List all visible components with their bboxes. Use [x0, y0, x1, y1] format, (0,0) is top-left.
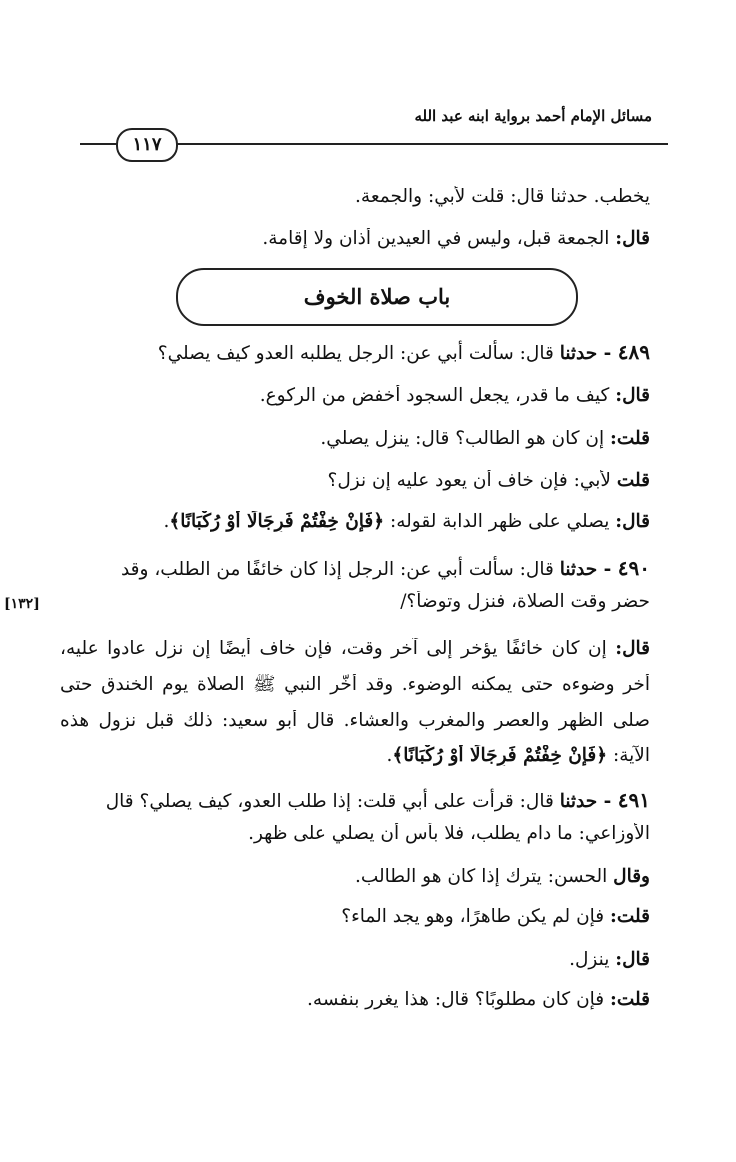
line-text: صلى الظهر والعصر والمغرب والعشاء. قال أبو سعيد: ذلك قبل نزول هذه — [60, 710, 650, 731]
speaker-label: قلت: — [610, 989, 650, 1010]
speaker-label: قال: — [615, 511, 650, 532]
margin-reference: [١٣٢] — [4, 596, 40, 612]
line-text: أخر وضوءه حتى يمكنه الوضوء. وقد أخَّر النبي ﷺ الصلاة يوم الخندق حتى — [60, 674, 650, 695]
text-line — [60, 949, 650, 970]
line-text: قال: قرأت على أبي قلت: إذا طلب العدو، كيف يصلي؟ قال — [105, 791, 560, 812]
text-line — [60, 710, 650, 731]
line-text: كيف ما قدر، يجعل السجود أخفض من الركوع. — [259, 385, 616, 406]
line-text: . — [163, 511, 170, 532]
text-line — [60, 591, 650, 612]
entry-number: ٤٨٩ — [617, 340, 650, 364]
line-text: يخطب. حدثنا قال: قلت لأبي: والجمعة. — [355, 186, 650, 207]
line-text: الآية: — [607, 745, 650, 766]
speaker-label: - حدثنا — [559, 343, 618, 364]
text-line — [60, 823, 650, 844]
line-text: يصلي على ظهر الدابة لقوله: — [384, 511, 616, 532]
line-text: إن كان خائفًا يؤخر إلى آخر وقت، فإن خاف أيضًا إن نزل عادوا عليه، — [60, 638, 616, 659]
line-text: قال: سألت أبي عن: الرجل يطلبه العدو كيف يصلي؟ — [157, 343, 560, 364]
text-line — [60, 556, 650, 580]
chapter-title: باب صلاة الخوف — [176, 268, 578, 326]
speaker-label: قال: — [615, 228, 650, 249]
line-text: إن كان هو الطالب؟ قال: ينزل يصلي. — [320, 428, 611, 449]
text-line — [60, 228, 650, 249]
text-line — [60, 906, 650, 927]
text-line — [60, 385, 650, 406]
line-text: فإن كان مطلوبًا؟ قال: هذا يغرر بنفسه. — [307, 989, 611, 1010]
running-title: مسائل الإمام أحمد برواية ابنه عبد الله — [414, 107, 652, 125]
line-text: الجمعة قبل، وليس في العيدين أذان ولا إقامة. — [262, 228, 616, 249]
speaker-label: - حدثنا — [559, 791, 618, 812]
text-line — [60, 745, 650, 766]
text-line — [60, 340, 650, 364]
speaker-label: قال: — [615, 949, 650, 970]
text-line — [60, 428, 650, 449]
speaker-label: قلت — [616, 470, 650, 491]
quran-verse: ﴿فَإِنْ خِفْتُمْ فَرِجَالًا أَوْ رُكْبَانًا﴾ — [169, 511, 385, 532]
entry-number: ٤٩٠ — [617, 556, 650, 580]
line-text: الحسن: يترك إذا كان هو الطالب. — [354, 866, 614, 887]
entry-number: ٤٩١ — [617, 788, 650, 812]
page-number: ١١٧ — [116, 128, 178, 162]
speaker-label: قلت: — [610, 906, 650, 927]
speaker-label: قلت: — [610, 428, 650, 449]
line-text: فإن لم يكن طاهرًا، وهو يجد الماء؟ — [341, 906, 611, 927]
text-line — [60, 638, 650, 659]
text-line — [60, 511, 650, 532]
speaker-label: وقال — [613, 866, 650, 887]
line-text: ينزل. — [569, 949, 616, 970]
text-line — [60, 989, 650, 1010]
speaker-label: - حدثنا — [559, 559, 618, 580]
text-line — [60, 674, 650, 700]
speaker-label: قال: — [615, 385, 650, 406]
text-line — [60, 186, 650, 207]
quran-verse: ﴿فَإِنْ خِفْتُمْ فَرِجَالًا أَوْ رُكْبَانًا﴾ — [392, 745, 608, 766]
text-line — [60, 470, 650, 491]
text-line — [60, 866, 650, 887]
line-text: الأوزاعي: ما دام يطلب، فلا بأس أن يصلي على ظهر. — [248, 823, 650, 844]
line-text: لأبي: فإن خاف أن يعود عليه إن نزل؟ — [327, 470, 617, 491]
line-text: . — [386, 745, 393, 766]
line-text: حضر وقت الصلاة، فنزل وتوضأ؟/ — [400, 591, 650, 612]
text-line — [60, 788, 650, 812]
speaker-label: قال: — [615, 638, 650, 659]
line-text: قال: سألت أبي عن: الرجل إذا كان خائفًا من الطلب، وقد — [120, 559, 560, 580]
